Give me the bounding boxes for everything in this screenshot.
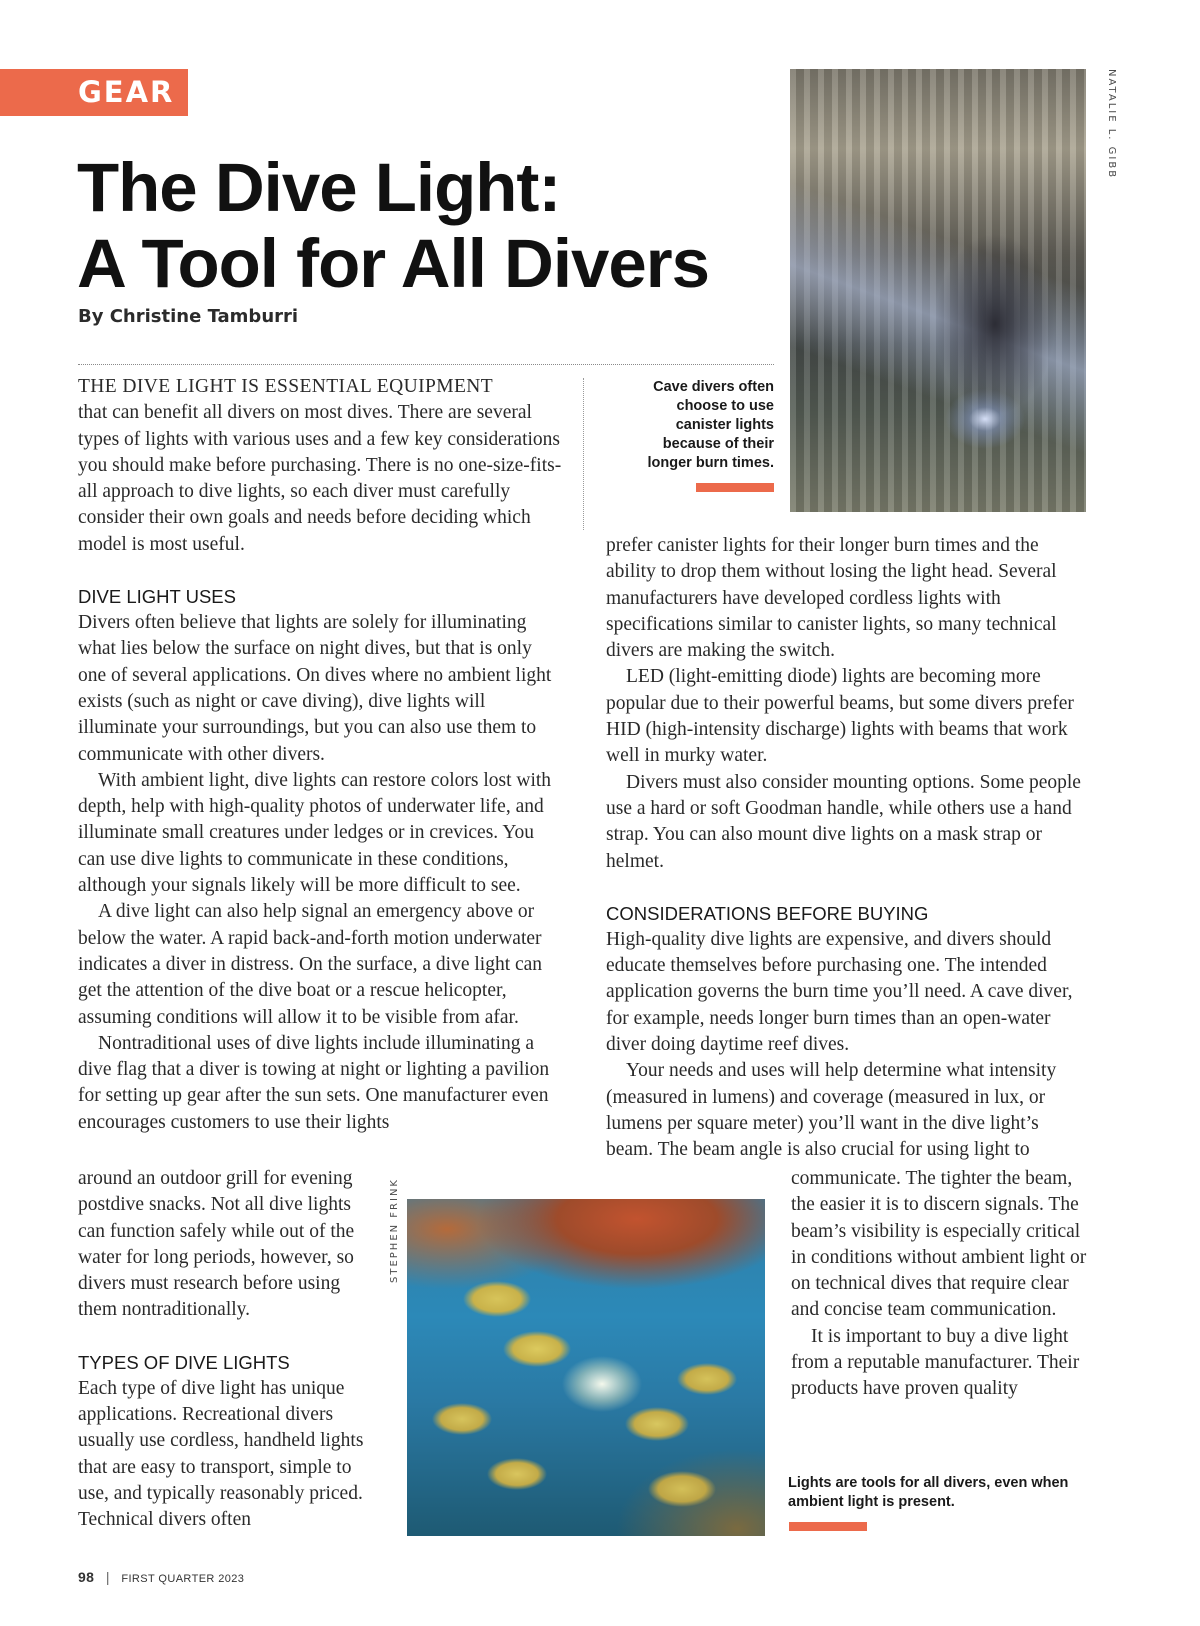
header-divider bbox=[78, 364, 774, 365]
column-1-lower bbox=[78, 1166, 378, 1534]
lead-caps: THE DIVE LIGHT IS ESSENTIAL EQUIPMENT bbox=[78, 376, 494, 397]
subhead-considerations-before-buying: CONSIDERATIONS BEFORE BUYING bbox=[606, 902, 929, 924]
body-paragraph: prefer canister lights for their longer burn times and the ability to drop them without losing the light head. Several manufacturers have developed cordless lights with specifications similar to canister lights, so many technical divers are making the switch. bbox=[606, 535, 1057, 662]
column-1-upper bbox=[78, 374, 562, 1136]
body-paragraph: LED (light-emitting diode) lights are becoming more popular due to their powerful beams, but some divers prefer HID (high-intensity discharge) lights with beams that work well in murky water. bbox=[606, 666, 1074, 767]
page-number: 98 bbox=[78, 1569, 95, 1585]
page-footer bbox=[78, 1569, 244, 1585]
column-2-upper bbox=[606, 533, 1088, 1164]
reef-caption-accent-bar bbox=[789, 1522, 867, 1531]
body-paragraph: High-quality dive lights are expensive, and divers should educate themselves before purchasing one. The intended application governs the burn time you’ll need. A cave diver, for example, needs longer burn times than an open-water diver doing daytime reef dives. bbox=[606, 928, 1073, 1056]
body-paragraph: A dive light can also help signal an emergency above or below the water. A rapid back-and-forth motion underwater indicates a diver in distress. On the surface, a dive light can get the attention of the dive boat or a rescue helicopter, assuming conditions will allow it to be visible from afar. bbox=[78, 901, 543, 1028]
reef-diver-photo bbox=[407, 1199, 765, 1536]
body-paragraph: It is important to buy a dive light from a reputable manufacturer. Their products have proven quality bbox=[791, 1325, 1080, 1400]
column-divider bbox=[583, 378, 584, 530]
body-paragraph: Divers must also consider mounting options. Some people use a hard or soft Goodman handle, while others use a hand strap. You can also mount dive lights on a mask strap or helmet. bbox=[606, 771, 1081, 872]
reef-photo-caption: Lights are tools for all divers, even when ambient light is present. bbox=[788, 1475, 1069, 1510]
body-paragraph: communicate. The tighter the beam, the easier it is to discern signals. The beam’s visibility is especially critical in conditions without ambient light or on technical dives that require clear and concise team communication. bbox=[791, 1168, 1087, 1321]
body-paragraph: Each type of dive light has unique applications. Recreational divers usually use cordless, handheld lights that are easy to transport, simple to use, and typically reasonably priced. Technical divers often bbox=[78, 1377, 364, 1531]
body-paragraph: With ambient light, dive lights can restore colors lost with depth, help with high-quality photos of underwater life, and illuminate small creatures under ledges or in crevices. You can use dive lights to communicate in these conditions, although your signals likely will be more difficult to see. bbox=[78, 769, 552, 897]
cave-photo-caption: Cave divers often choose to use canister lights because of their longer burn times. bbox=[647, 379, 774, 471]
cave-photo-credit: NATALIE L. GIBB bbox=[1106, 69, 1117, 180]
footer-separator: | bbox=[105, 1569, 110, 1585]
section-tag: GEAR bbox=[0, 69, 188, 116]
intro-text: that can benefit all divers on most dives. There are several types of lights with various uses and a few key considerations you should make before purchasing. There is no one-size-fits-all approach to dive lights, so each diver must carefully consider their own goals and needs before deciding which model is most useful. bbox=[78, 402, 562, 555]
cave-caption-accent-bar bbox=[696, 483, 774, 492]
subhead-dive-light-uses: DIVE LIGHT USES bbox=[78, 586, 236, 608]
body-paragraph: Nontraditional uses of dive lights include illuminating a dive flag that a diver is towing at night or lighting a pavilion for setting up gear after the sun sets. One manufacturer even encourages customers to use their lights bbox=[78, 1032, 550, 1133]
body-paragraph: around an outdoor grill for evening postdive snacks. Not all dive lights can function safely while out of the water for long periods, however, so divers must research before using them nontraditionally. bbox=[78, 1168, 355, 1321]
title-line-2: A Tool for All Divers bbox=[77, 225, 710, 302]
byline: By Christine Tamburri bbox=[78, 306, 299, 327]
intro-paragraph bbox=[78, 374, 562, 558]
body-paragraph: Divers often believe that lights are solely for illuminating what lies below the surface on night dives, but that is only one of several applications. On dives where no ambient light exists (such as night or cave diving), dive lights will illuminate your surroundings, but you can also use them to communicate with other divers. bbox=[78, 612, 552, 765]
column-2-lower bbox=[791, 1166, 1091, 1403]
subhead-types-of-dive-lights: TYPES OF DIVE LIGHTS bbox=[78, 1351, 290, 1373]
issue-label: FIRST QUARTER 2023 bbox=[121, 1573, 245, 1585]
reef-photo-credit: STEPHEN FRINK bbox=[389, 1178, 400, 1283]
cave-diver-photo bbox=[790, 69, 1086, 512]
article-title bbox=[77, 150, 777, 302]
title-line-1: The Dive Light: bbox=[77, 149, 561, 226]
body-paragraph: Your needs and uses will help determine what intensity (measured in lumens) and coverage (measured in lux, or lumens per square meter) you’ll want in the dive light’s beam. The beam angle is also crucial for using light to bbox=[606, 1060, 1057, 1161]
